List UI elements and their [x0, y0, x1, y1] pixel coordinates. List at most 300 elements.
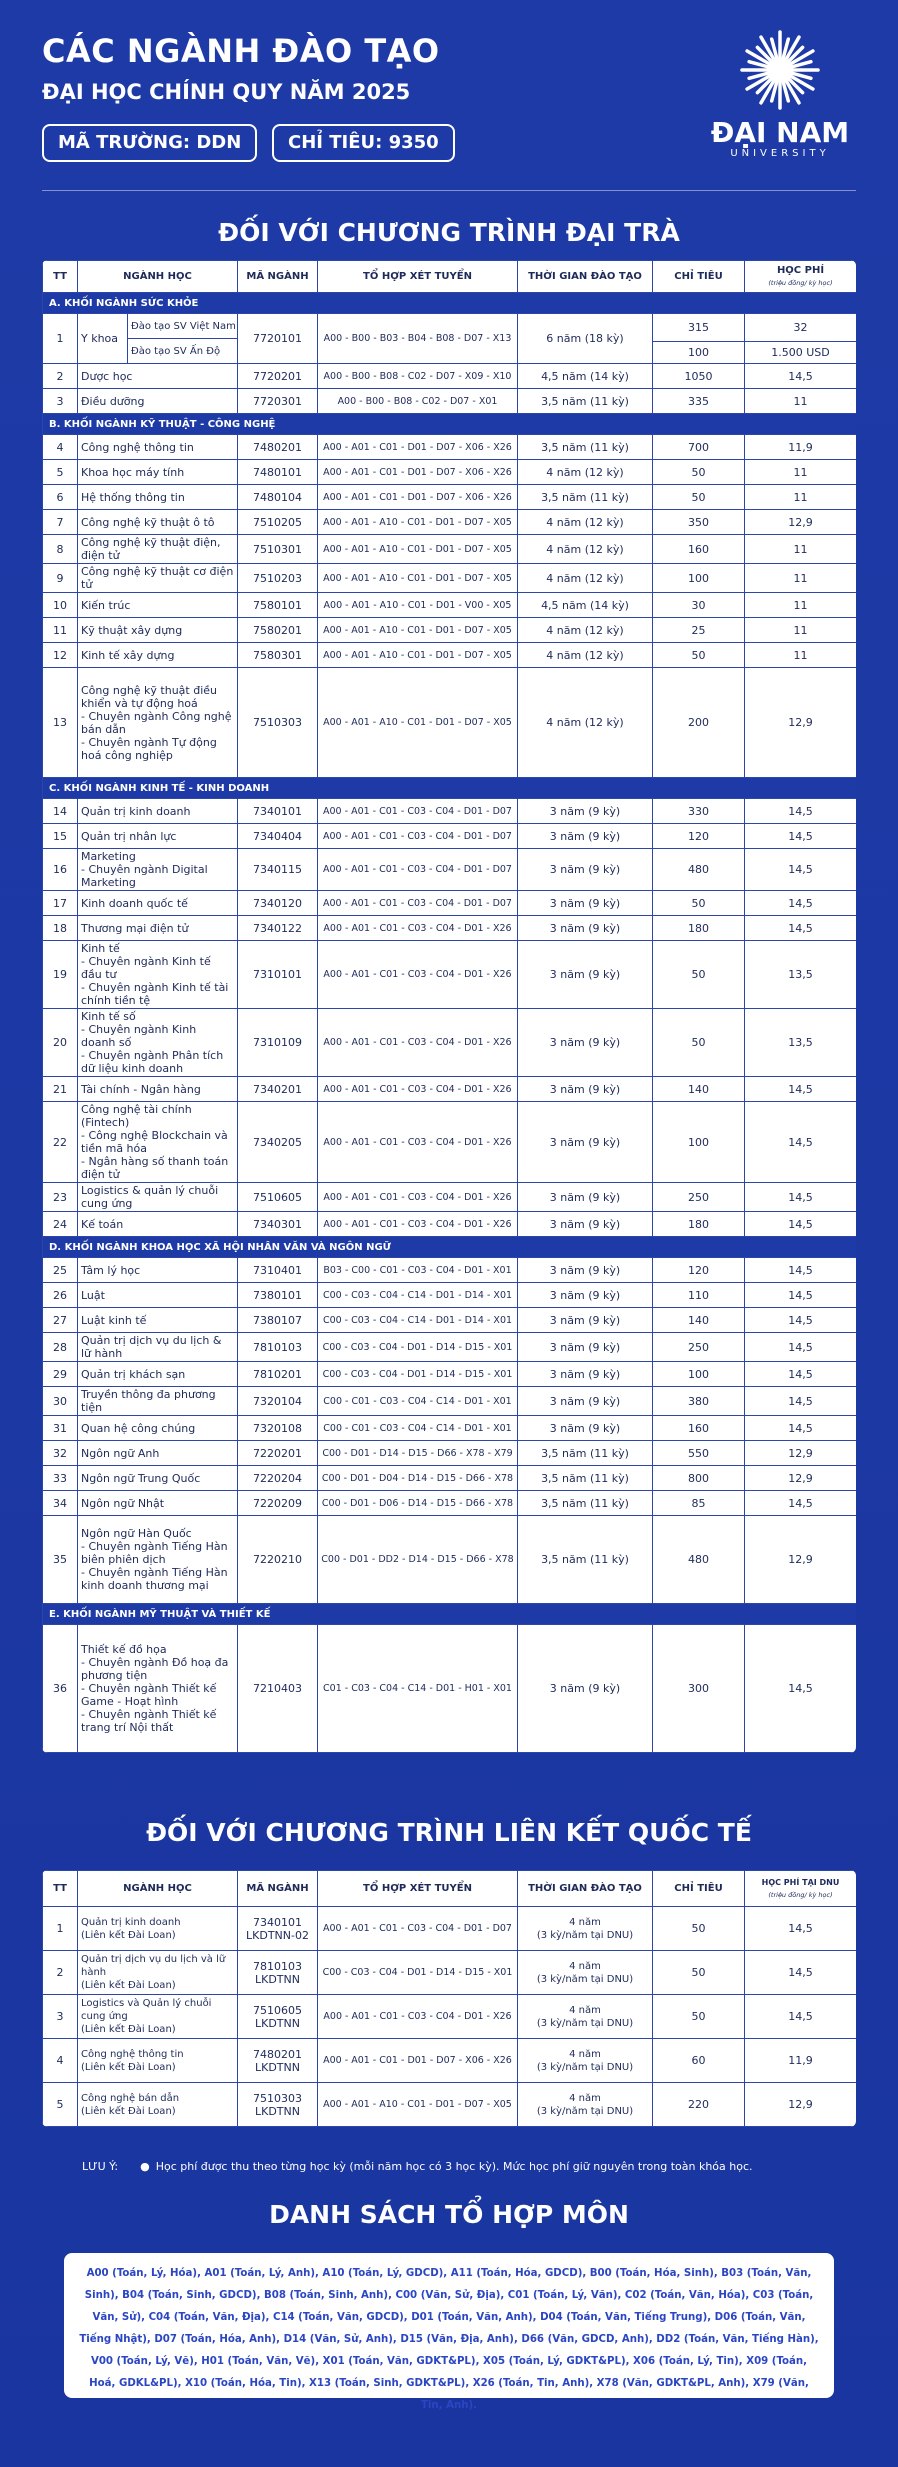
group-row: [43, 1604, 857, 1625]
row-fee: 14,5: [745, 1077, 857, 1102]
row-quota: 120: [653, 1258, 745, 1283]
table-row: [43, 916, 857, 941]
table-row: [43, 1625, 857, 1753]
row-major: Kinh tế số - Chuyên ngành Kinh doanh số - Chuyên ngành Phân tích dữ liệu kinh doanh: [78, 1009, 238, 1077]
row-major: Công nghệ tài chính (Fintech) - Công nghệ Blockchain và tiền mã hóa - Ngân hàng số thanh toán điện tử: [78, 1102, 238, 1183]
combos-list: A00 (Toán, Lý, Hóa), A01 (Toán, Lý, Anh), A10 (Toán, Lý, GDCD), A11 (Toán, Hóa, GDCD), B00 (Toán, Hóa, Sinh), B03 (Toán, Văn, Sinh), B04 (Toán, Sinh, GDCD), B08 (Toán, Sinh, Anh), C00 (Văn, Sử, Địa), C01 (Toán, Lý, Văn), C02 (Toán, Văn, Hóa), C03 (Toán, Văn, Sử), C04 (Toán, Văn, Địa), C14 (Toán, Văn, GDCD), D01 (Toán, Văn, Anh), D04 (Toán, Văn, Tiếng Trung), D06 (Toán, Văn, Tiếng Nhật), D07 (Toán, Hóa, Anh), D14 (Văn, Sử, Anh), D15 (Văn, Địa, Anh), D66 (Văn, GDCD, Anh), DD2 (Toán, Văn, Tiếng Hàn), V00 (Toán, Lý, Vẽ), H01 (Toán, Văn, Vẽ), X01 (Toán, Văn, GDKT&PL), X05 (Toán, Lý, GDKT&PL), X06 (Toán, Lý, Tin), X09 (Toán, Hoá, GDKL&PL), X10 (Toán, Hóa, Tin), X13 (Toán, Sinh, GDKT&PL), X26 (Toán, Tin, Anh), X78 (Văn, GDKT&PL, Anh), X79 (Văn, Tin, Anh).: [64, 2253, 834, 2398]
row-major: Luật kinh tế: [78, 1308, 238, 1333]
row-code: 7480201 LKDTNN: [238, 2039, 318, 2083]
row-fee: 1.500 USD: [745, 341, 857, 363]
row-quota: 700: [653, 435, 745, 460]
row-code: 7720101: [238, 314, 318, 364]
row-major: Công nghệ thông tin: [78, 435, 238, 460]
row-code: 7220201: [238, 1441, 318, 1466]
row-code: 7510605: [238, 1183, 318, 1212]
table-row: [43, 1258, 857, 1283]
row-duration: 3 năm (9 kỳ): [518, 941, 653, 1009]
note-label: LƯU Ý:: [82, 2160, 119, 2173]
row-code: 7310401: [238, 1258, 318, 1283]
group-name: D. KHỐI NGÀNH KHOA HỌC XÃ HỘI NHÂN VĂN VÀ NGÔN NGỮ: [43, 1237, 857, 1258]
row-combo: A00 - A01 - C01 - C03 - C04 - D01 - X26: [318, 1995, 518, 2039]
row-major: Kinh tế - Chuyên ngành Kinh tế đầu tư - Chuyên ngành Kinh tế tài chính tiền tệ: [78, 941, 238, 1009]
row-major: Tài chính - Ngân hàng: [78, 1077, 238, 1102]
row-fee: 14,5: [745, 1907, 857, 1951]
row-tt: 2: [43, 1951, 78, 1995]
row-code: 7220204: [238, 1466, 318, 1491]
row-fee: 11: [745, 485, 857, 510]
row-duration: 3 năm (9 kỳ): [518, 1308, 653, 1333]
table-row: [43, 2083, 857, 2127]
row-tt: 32: [43, 1441, 78, 1466]
row-fee: 14,5: [745, 891, 857, 916]
intl-header-fee: [745, 1871, 857, 1907]
row-tt: 26: [43, 1283, 78, 1308]
row-combo: A00 - A01 - A10 - C01 - D01 - D07 - X05: [318, 643, 518, 668]
row-major: Khoa học máy tính: [78, 460, 238, 485]
row-fee: 11: [745, 564, 857, 593]
row-duration: 4 năm (12 kỳ): [518, 460, 653, 485]
note-text: Học phí được thu theo từng học kỳ (mỗi năm học có 3 học kỳ). Mức học phí giữ nguyên trong toàn khóa học.: [155, 2160, 753, 2173]
row-fee: 11: [745, 460, 857, 485]
row-fee: 14,5: [745, 1387, 857, 1416]
row-tt: 9: [43, 564, 78, 593]
row-quota: 250: [653, 1183, 745, 1212]
row-code: 7810103 LKDTNN: [238, 1951, 318, 1995]
fee-note: (triệu đồng/ kỳ học): [768, 278, 833, 287]
table-row: [43, 891, 857, 916]
row-quota: 550: [653, 1441, 745, 1466]
row-duration: 3 năm (9 kỳ): [518, 1212, 653, 1237]
row-fee: 14,5: [745, 799, 857, 824]
row-major: Luật: [78, 1283, 238, 1308]
school-code-badge: MÃ TRƯỜNG: DDN: [42, 124, 257, 162]
table-row: [43, 1491, 857, 1516]
row-tt: 12: [43, 643, 78, 668]
row-fee: 14,5: [745, 1212, 857, 1237]
row-quota: 50: [653, 891, 745, 916]
row-fee: 14,5: [745, 1362, 857, 1387]
row-tt: 23: [43, 1183, 78, 1212]
row-tt: 14: [43, 799, 78, 824]
row-combo: C00 - D01 - D04 - D14 - D15 - D66 - X78: [318, 1466, 518, 1491]
row-combo: A00 - A01 - A10 - C01 - D01 - D07 - X05: [318, 535, 518, 564]
table-row: [43, 1183, 857, 1212]
row-code: 7340122: [238, 916, 318, 941]
group-name: C. KHỐI NGÀNH KINH TẾ - KINH DOANH: [43, 778, 857, 799]
row-fee: 14,5: [745, 1491, 857, 1516]
row-fee: 12,9: [745, 1441, 857, 1466]
logo-name: ĐẠI NAM: [710, 116, 850, 149]
row-tt: 1: [43, 1907, 78, 1951]
table-row: [43, 824, 857, 849]
row-duration: 4 năm (12 kỳ): [518, 643, 653, 668]
intl-fee-label: HỌC PHÍ TẠI DNU: [761, 1877, 840, 1887]
row-quota: 380: [653, 1387, 745, 1416]
row-combo: A00 - A01 - A10 - C01 - D01 - D07 - X05: [318, 564, 518, 593]
row-code: 7340101: [238, 799, 318, 824]
row-quota: 50: [653, 1009, 745, 1077]
row-duration: 3 năm (9 kỳ): [518, 1283, 653, 1308]
row-combo: A00 - B00 - B08 - C02 - D07 - X09 - X10: [318, 364, 518, 389]
intl-header-duration: THỜI GIAN ĐÀO TẠO: [518, 1871, 653, 1907]
row-major: Ngôn ngữ Nhật: [78, 1491, 238, 1516]
row-combo: A00 - A01 - C01 - C03 - C04 - D01 - X26: [318, 1102, 518, 1183]
row-code: 7340404: [238, 824, 318, 849]
row-combo: A00 - A01 - A10 - C01 - D01 - D07 - X05: [318, 668, 518, 778]
group-row: [43, 414, 857, 435]
row-duration: 3,5 năm (11 kỳ): [518, 485, 653, 510]
row-combo: A00 - A01 - C01 - C03 - C04 - D01 - X26: [318, 941, 518, 1009]
row-code: 7220210: [238, 1516, 318, 1604]
row-tt: 17: [43, 891, 78, 916]
row-tt: 21: [43, 1077, 78, 1102]
row-major: Ngôn ngữ Hàn Quốc - Chuyên ngành Tiếng Hàn biên phiên dịch - Chuyên ngành Tiếng Hàn kinh doanh thương mại: [78, 1516, 238, 1604]
row-quota: 50: [653, 643, 745, 668]
row-code: 7210403: [238, 1625, 318, 1753]
row-major: Quản trị nhân lực: [78, 824, 238, 849]
row-duration: 3,5 năm (11 kỳ): [518, 389, 653, 414]
table-row: [43, 1212, 857, 1237]
row-tt: 13: [43, 668, 78, 778]
regular-table: [42, 260, 856, 1753]
row-major: Quản trị kinh doanh (Liên kết Đài Loan): [78, 1907, 238, 1951]
row-tt: 34: [43, 1491, 78, 1516]
row-duration: 3 năm (9 kỳ): [518, 799, 653, 824]
row-duration: 3 năm (9 kỳ): [518, 1625, 653, 1753]
row-code: 7810201: [238, 1362, 318, 1387]
row-fee: 14,5: [745, 1283, 857, 1308]
row-duration: 3 năm (9 kỳ): [518, 1362, 653, 1387]
row-combo: A00 - A01 - C01 - C03 - C04 - D01 - D07: [318, 1907, 518, 1951]
table-row: [43, 1102, 857, 1183]
row-quota: 50: [653, 1995, 745, 2039]
table-row: [43, 1995, 857, 2039]
row-duration: 4 năm (3 kỳ/năm tại DNU): [518, 1995, 653, 2039]
row-quota: 480: [653, 1516, 745, 1604]
row-combo: C00 - C03 - C04 - C14 - D01 - D14 - X01: [318, 1283, 518, 1308]
header-duration: THỜI GIAN ĐÀO TẠO: [518, 261, 653, 293]
row-code: 7340120: [238, 891, 318, 916]
row-duration: 3 năm (9 kỳ): [518, 1416, 653, 1441]
page-title: CÁC NGÀNH ĐÀO TẠO: [42, 32, 440, 70]
row-combo: C00 - C03 - C04 - C14 - D01 - D14 - X01: [318, 1308, 518, 1333]
row-combo: A00 - A01 - C01 - C03 - C04 - D01 - X26: [318, 1183, 518, 1212]
group-name: A. KHỐI NGÀNH SỨC KHỎE: [43, 293, 857, 314]
row-fee: 11: [745, 593, 857, 618]
row-major: Kiến trúc: [78, 593, 238, 618]
row-tt: 25: [43, 1258, 78, 1283]
quota-badge: CHỈ TIÊU: 9350: [272, 124, 455, 162]
group-row: [43, 778, 857, 799]
row-duration: 4 năm (12 kỳ): [518, 510, 653, 535]
row-major: Điều dưỡng: [78, 389, 238, 414]
row-tt: 27: [43, 1308, 78, 1333]
row-fee: 14,5: [745, 1333, 857, 1362]
row-tt: 19: [43, 941, 78, 1009]
intl-header-combo: TỔ HỢP XÉT TUYỂN: [318, 1871, 518, 1907]
row-code: 7220209: [238, 1491, 318, 1516]
row-quota: 110: [653, 1283, 745, 1308]
row-combo: A00 - A01 - C01 - C03 - C04 - D01 - X26: [318, 1077, 518, 1102]
row-duration: 3 năm (9 kỳ): [518, 1387, 653, 1416]
regular-section-title: ĐỐI VỚI CHƯƠNG TRÌNH ĐẠI TRÀ: [218, 218, 680, 247]
intl-header-major: NGÀNH HỌC: [78, 1871, 238, 1907]
row-fee: 14,5: [745, 1183, 857, 1212]
row-fee: 14,5: [745, 849, 857, 891]
table-row: [43, 941, 857, 1009]
row-major: Quản trị dịch vụ du lịch và lữ hành (Liên kết Đài Loan): [78, 1951, 238, 1995]
row-major: Công nghệ kỹ thuật điện, điện tử: [78, 535, 238, 564]
table-row: [43, 593, 857, 618]
row-quota: 50: [653, 941, 745, 1009]
row-duration: 3 năm (9 kỳ): [518, 1009, 653, 1077]
row-fee: 12,9: [745, 510, 857, 535]
row-code: 7340205: [238, 1102, 318, 1183]
row-duration: 3 năm (9 kỳ): [518, 1183, 653, 1212]
row-tt: 10: [43, 593, 78, 618]
row-combo: A00 - A01 - C01 - C03 - C04 - D01 - X26: [318, 916, 518, 941]
row-quota: 100: [653, 1102, 745, 1183]
row-major: Kế toán: [78, 1212, 238, 1237]
row-code: 7340115: [238, 849, 318, 891]
row-quota: 100: [653, 564, 745, 593]
row-quota: 220: [653, 2083, 745, 2127]
row-code: 7510303: [238, 668, 318, 778]
row-quota: 100: [653, 341, 745, 363]
row-major: Công nghệ thông tin (Liên kết Đài Loan): [78, 2039, 238, 2083]
header-code: MÃ NGÀNH: [238, 261, 318, 293]
row-combo: C00 - C03 - C04 - D01 - D14 - D15 - X01: [318, 1362, 518, 1387]
row-quota: 180: [653, 916, 745, 941]
page-subtitle: ĐẠI HỌC CHÍNH QUY NĂM 2025: [42, 80, 411, 104]
row-combo: A00 - A01 - A10 - C01 - D01 - D07 - X05: [318, 618, 518, 643]
row-fee: 14,5: [745, 1995, 857, 2039]
row-duration: 3 năm (9 kỳ): [518, 916, 653, 941]
row-fee: 14,5: [745, 824, 857, 849]
row-tt: 15: [43, 824, 78, 849]
row-quota: 800: [653, 1466, 745, 1491]
group-row: [43, 293, 857, 314]
row-fee: 11: [745, 535, 857, 564]
table-row: [43, 1077, 857, 1102]
row-duration: 6 năm (18 kỳ): [518, 314, 653, 364]
row-quota: 160: [653, 535, 745, 564]
row-fee: 13,5: [745, 941, 857, 1009]
row-tt: 16: [43, 849, 78, 891]
row-major: Logistics và Quản lý chuỗi cung ứng (Liên kết Đài Loan): [78, 1995, 238, 2039]
row-quota: 200: [653, 668, 745, 778]
row-fee: 12,9: [745, 2083, 857, 2127]
row-duration: 4 năm (12 kỳ): [518, 564, 653, 593]
header-tt: TT: [43, 261, 78, 293]
international-table: [42, 1870, 856, 2127]
row-combo: C00 - C03 - C04 - D01 - D14 - D15 - X01: [318, 1951, 518, 1995]
row-major: Hệ thống thông tin: [78, 485, 238, 510]
header-fee: [745, 261, 857, 293]
table-row: [43, 668, 857, 778]
row-combo: C00 - C03 - C04 - D01 - D14 - D15 - X01: [318, 1333, 518, 1362]
row-duration: 4 năm (12 kỳ): [518, 618, 653, 643]
row-tt: 11: [43, 618, 78, 643]
table-row: [43, 314, 857, 342]
row-tt: 35: [43, 1516, 78, 1604]
row-duration: 4 năm (3 kỳ/năm tại DNU): [518, 2039, 653, 2083]
row-combo: A00 - A01 - C01 - D01 - D07 - X06 - X26: [318, 485, 518, 510]
row-quota: 300: [653, 1625, 745, 1753]
row-tt: 29: [43, 1362, 78, 1387]
row-fee: 14,5: [745, 1416, 857, 1441]
international-section-title: ĐỐI VỚI CHƯƠNG TRÌNH LIÊN KẾT QUỐC TẾ: [146, 1818, 752, 1847]
row-code: 7380107: [238, 1308, 318, 1333]
row-tt: 22: [43, 1102, 78, 1183]
table-row: [43, 1308, 857, 1333]
table-row: [43, 643, 857, 668]
sub-program: Đào tạo SV Việt Nam: [128, 314, 237, 339]
row-quota: 315: [653, 314, 745, 342]
row-code: 7580101: [238, 593, 318, 618]
row-duration: 3,5 năm (11 kỳ): [518, 1516, 653, 1604]
row-duration: 4 năm (3 kỳ/năm tại DNU): [518, 1907, 653, 1951]
table-row: [43, 1951, 857, 1995]
row-quota: 480: [653, 849, 745, 891]
row-code: 7480104: [238, 485, 318, 510]
fee-label: HỌC PHÍ: [776, 264, 825, 276]
row-combo: A00 - A01 - C01 - C03 - C04 - D01 - D07: [318, 799, 518, 824]
row-quota: 350: [653, 510, 745, 535]
header-combo: TỔ HỢP XÉT TUYỂN: [318, 261, 518, 293]
row-fee: 11: [745, 389, 857, 414]
row-major: Ngôn ngữ Trung Quốc: [78, 1466, 238, 1491]
table-row: [43, 618, 857, 643]
row-quota: 120: [653, 824, 745, 849]
row-code: 7510605 LKDTNN: [238, 1995, 318, 2039]
row-duration: 3 năm (9 kỳ): [518, 1258, 653, 1283]
row-major: Thương mại điện tử: [78, 916, 238, 941]
row-quota: 30: [653, 593, 745, 618]
row-code: 7580301: [238, 643, 318, 668]
row-fee: 13,5: [745, 1009, 857, 1077]
row-quota: 85: [653, 1491, 745, 1516]
row-code: 7380101: [238, 1283, 318, 1308]
row-major: [78, 314, 238, 364]
row-quota: 180: [653, 1212, 745, 1237]
table-row: [43, 510, 857, 535]
logo-sub: UNIVERSITY: [730, 148, 830, 159]
row-combo: B03 - C00 - C01 - C03 - C04 - D01 - X01: [318, 1258, 518, 1283]
row-duration: 3 năm (9 kỳ): [518, 891, 653, 916]
row-major: Kỹ thuật xây dựng: [78, 618, 238, 643]
table-row: [43, 799, 857, 824]
row-major: Công nghệ kỹ thuật cơ điện tử: [78, 564, 238, 593]
row-code: 7340101 LKDTNN-02: [238, 1907, 318, 1951]
row-fee: 14,5: [745, 916, 857, 941]
row-quota: 50: [653, 1907, 745, 1951]
major-name: Y khoa: [78, 314, 128, 363]
sub-program: Đào tạo SV Ấn Độ: [131, 345, 221, 357]
row-code: 7720301: [238, 389, 318, 414]
table-row: [43, 1441, 857, 1466]
row-tt: 5: [43, 460, 78, 485]
row-duration: 3 năm (9 kỳ): [518, 1333, 653, 1362]
table-row: [43, 389, 857, 414]
row-tt: 20: [43, 1009, 78, 1077]
row-quota: 140: [653, 1308, 745, 1333]
row-quota: 335: [653, 389, 745, 414]
row-tt: 31: [43, 1416, 78, 1441]
row-quota: 50: [653, 485, 745, 510]
row-major: Công nghệ bán dẫn (Liên kết Đài Loan): [78, 2083, 238, 2127]
row-combo: A00 - A01 - A10 - C01 - D01 - D07 - X05: [318, 510, 518, 535]
intl-header-quota: CHỈ TIÊU: [653, 1871, 745, 1907]
row-major: Logistics & quản lý chuỗi cung ứng: [78, 1183, 238, 1212]
table-row: [43, 1333, 857, 1362]
row-code: 7510203: [238, 564, 318, 593]
row-duration: 3,5 năm (11 kỳ): [518, 435, 653, 460]
row-tt: 7: [43, 510, 78, 535]
logo: [695, 30, 865, 170]
table-row: [43, 460, 857, 485]
intl-header-tt: TT: [43, 1871, 78, 1907]
row-fee: 14,5: [745, 1102, 857, 1183]
table-row: [43, 485, 857, 510]
row-duration: 3,5 năm (11 kỳ): [518, 1466, 653, 1491]
row-duration: 3,5 năm (11 kỳ): [518, 1441, 653, 1466]
row-duration: 4 năm (3 kỳ/năm tại DNU): [518, 2083, 653, 2127]
row-duration: 4 năm (3 kỳ/năm tại DNU): [518, 1951, 653, 1995]
row-major: Ngôn ngữ Anh: [78, 1441, 238, 1466]
row-combo: C00 - C01 - C03 - C04 - C14 - D01 - X01: [318, 1416, 518, 1441]
row-code: 7310109: [238, 1009, 318, 1077]
row-major: Quản trị kinh doanh: [78, 799, 238, 824]
table-row: [43, 2039, 857, 2083]
table-row: [43, 1466, 857, 1491]
row-major: Công nghệ kỹ thuật điều khiển và tự động hoá - Chuyên ngành Công nghệ bán dẫn - Chuyên ngành Tự động hoá công nghiệp: [78, 668, 238, 778]
row-quota: 100: [653, 1362, 745, 1387]
row-major: Kinh doanh quốc tế: [78, 891, 238, 916]
row-fee: 14,5: [745, 1625, 857, 1753]
row-quota: 25: [653, 618, 745, 643]
row-duration: 4 năm (12 kỳ): [518, 535, 653, 564]
row-tt: 3: [43, 389, 78, 414]
row-major: Tâm lý học: [78, 1258, 238, 1283]
row-combo: C01 - C03 - C04 - C14 - D01 - H01 - X01: [318, 1625, 518, 1753]
row-code: 7480101: [238, 460, 318, 485]
bullet-icon: ●: [140, 2160, 150, 2173]
table-row: [43, 1516, 857, 1604]
row-quota: 160: [653, 1416, 745, 1441]
row-code: 7510303 LKDTNN: [238, 2083, 318, 2127]
row-combo: A00 - B00 - B08 - C02 - D07 - X01: [318, 389, 518, 414]
table-row: [43, 1362, 857, 1387]
row-code: 7480201: [238, 435, 318, 460]
row-combo: A00 - A01 - C01 - C03 - C04 - D01 - D07: [318, 824, 518, 849]
table-row: [43, 435, 857, 460]
row-quota: 140: [653, 1077, 745, 1102]
table-row: [43, 1416, 857, 1441]
row-code: 7810103: [238, 1333, 318, 1362]
header-quota: CHỈ TIÊU: [653, 261, 745, 293]
row-fee: 12,9: [745, 668, 857, 778]
row-code: 7310101: [238, 941, 318, 1009]
row-tt: 4: [43, 435, 78, 460]
row-major: Quản trị khách sạn: [78, 1362, 238, 1387]
row-tt: 33: [43, 1466, 78, 1491]
row-major: Dược học: [78, 364, 238, 389]
group-name: B. KHỐI NGÀNH KỸ THUẬT - CÔNG NGHỆ: [43, 414, 857, 435]
row-code: 7580201: [238, 618, 318, 643]
row-code: 7510301: [238, 535, 318, 564]
table-row: [43, 364, 857, 389]
